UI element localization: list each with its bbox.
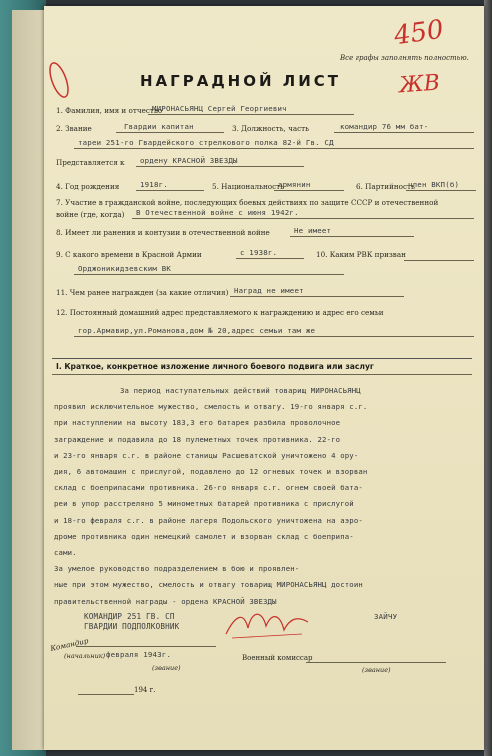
field-label: 1. Фамилия, имя и отчество	[56, 106, 163, 115]
narrative-line: при наступлении на высоту 183,3 его батарея разбила проволочное	[54, 418, 341, 428]
field-underline	[274, 190, 344, 191]
red-handwritten-mark: ЖВ	[398, 70, 441, 99]
divider	[52, 358, 472, 359]
field-label: войне (где, когда)	[56, 210, 125, 219]
field-underline	[406, 190, 476, 191]
field-value: с 1938г.	[240, 248, 278, 257]
field-underline	[132, 218, 474, 219]
field-underline	[230, 296, 404, 297]
narrative-line: заграждение и подавила до 18 пулеметных точек противника. 22-го	[54, 434, 341, 444]
field-value: командир 76 мм бат-	[340, 122, 429, 131]
field-value: МИРОНАСЬЯНЦ Сергей Георгиевич	[152, 104, 287, 113]
signature-line-2: ГВАРДИИ ПОДПОЛКОВНИК	[84, 622, 180, 631]
field-underline	[74, 148, 474, 149]
field-label: 11. Чем ранее награжден (за какие отличия)	[56, 288, 229, 297]
page-title: НАГРАДНОЙ ЛИСТ	[140, 72, 342, 90]
signature-line-1: КОМАНДИР 251 ГВ. СП	[84, 612, 175, 621]
field-value: член ВКП(б)	[408, 180, 460, 189]
field-label: 7. Участие в гражданской войне, последующих боевых действиях по защите СССР и отечественной	[56, 198, 439, 207]
role-label: Командир	[49, 636, 90, 653]
field-value: 1918г.	[140, 180, 168, 189]
field-underline	[136, 190, 204, 191]
fill-all-note: Все графы заполнять полностью.	[340, 54, 469, 62]
field-label: 8. Имеет ли ранения и контузии в отечественной войне	[56, 228, 270, 237]
field-value: ордену КРАСНОЙ ЗВЕЗДЫ	[140, 156, 238, 165]
narrative-line: и 18-го февраля с.г. в районе лагеря Подольского уничтожена на аэро-	[54, 515, 363, 525]
field-label: 5. Национальность	[212, 182, 285, 191]
field-label: 3. Должность, часть	[232, 124, 310, 133]
background-edge	[484, 0, 492, 756]
field-underline	[290, 236, 414, 237]
red-handwritten-number: 450	[392, 14, 446, 52]
field-label: 4. Год рождения	[56, 182, 120, 191]
year-underline	[78, 694, 134, 695]
field-value: Гвардии капитан	[124, 122, 194, 131]
narrative-line: дия, 6 автомашин с прислугой, подавлено до 12 огневых точек и взорван	[54, 467, 368, 476]
narrative-line: правительственной награды - ордена КРАСНОЙ ЗВЕЗДЫ	[54, 596, 277, 606]
signature-date: февраля 1943г.	[106, 650, 172, 659]
role-paren: (начальник)	[64, 652, 106, 660]
field-label: 12. Постоянный домашний адрес представляемого к награждению и адрес его семьи	[56, 308, 384, 317]
field-underline	[74, 274, 344, 275]
field-label: Представляется к	[56, 158, 125, 167]
signature-underline	[76, 646, 216, 647]
field-underline	[116, 132, 224, 133]
field-label: 10. Каким РВК призван	[316, 250, 406, 259]
field-value: Не имеет	[294, 226, 332, 235]
field-underline	[236, 258, 304, 259]
field-label: 9. С какого времени в Красной Армии	[56, 250, 202, 259]
field-label: 2. Звание	[56, 124, 92, 133]
narrative-line: За умелое руководство подразделением в бою и проявлен-	[54, 564, 300, 574]
field-underline	[404, 260, 474, 261]
narrative-line: склад с боеприпасами противника. 26-го января с.г. огнем своей бата-	[54, 483, 363, 493]
narrative-line: реи в упор расстреляно 5 минометных батарей противника с прислугой	[54, 499, 354, 509]
narrative-line: проявил исключительное мужество, смелость и отвагу. 19-го января с.г.	[54, 402, 368, 412]
commissar-label: Военный комиссар	[242, 654, 313, 662]
field-label: 6. Партийность	[356, 182, 415, 191]
year-stub: 194 г.	[134, 686, 156, 694]
field-value: Орджоникидзевским ВК	[78, 264, 171, 273]
narrative-line: За период наступательных действий товарищ МИРОНАСЬЯНЦ	[120, 386, 361, 395]
red-margin-scribble	[44, 56, 74, 106]
field-underline	[74, 336, 474, 337]
field-value: Наград не имеет	[234, 286, 304, 295]
field-value: армянин	[278, 180, 311, 189]
zvanie-label-1: (звание)	[152, 664, 181, 672]
field-value: В Отечественной войне с июня 1942г.	[136, 208, 299, 217]
section-heading: I. Краткое, конкретное изложение личного боевого подвига или заслуг	[56, 362, 374, 371]
field-underline	[148, 114, 354, 115]
zvanie-label-2: (звание)	[362, 666, 391, 674]
red-signature	[222, 604, 312, 644]
signature-name: ЗАЙЧУ	[374, 612, 398, 621]
commissar-underline	[306, 662, 446, 663]
narrative-line: сами.	[54, 548, 77, 557]
section-underline	[52, 374, 472, 375]
narrative-line: ные при этом мужество, смелость и отвагу товарищ МИРОНАСЬЯНЦ достоин	[54, 580, 363, 590]
field-underline	[136, 166, 304, 167]
field-value: гор.Армавир,ул.Романова,дом № 20,адрес семьи там же	[78, 326, 316, 335]
narrative-line: дроме противника один немецкий самолет и взорван склад с боеприпа-	[54, 531, 354, 541]
field-value: тареи 251-го Гвардейского стрелкового полка 82-й Гв. СД	[78, 138, 334, 147]
award-sheet	[44, 6, 484, 750]
field-underline	[334, 132, 474, 133]
narrative-line: и 23-го января с.г. в районе станицы Расшеватской уничтожено 4 ору-	[54, 450, 359, 460]
